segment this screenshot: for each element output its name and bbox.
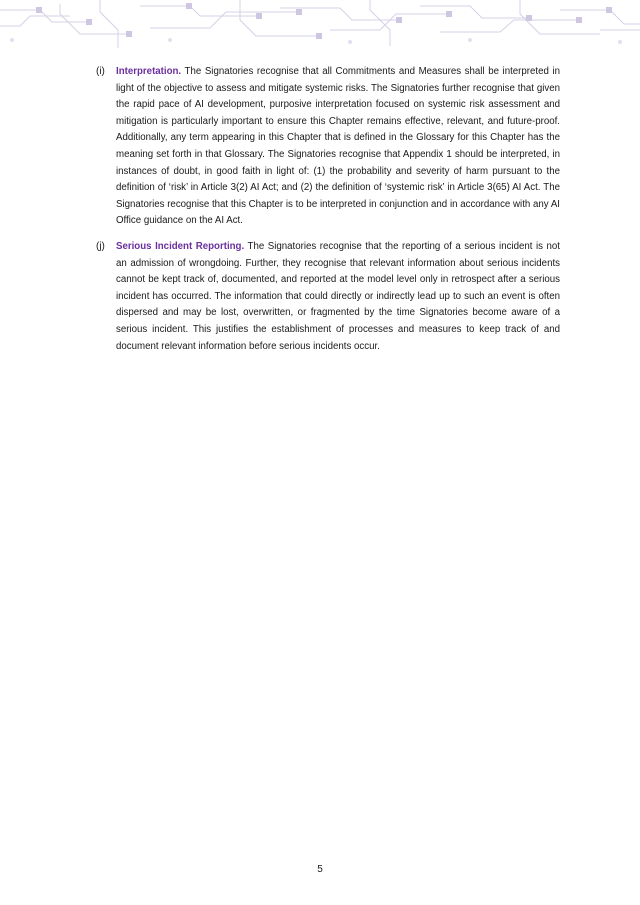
clause-title: Interpretation. bbox=[116, 66, 182, 77]
page-number: 5 bbox=[317, 864, 323, 875]
document-body bbox=[96, 64, 560, 364]
clause-body: The Signatories recognise that all Commitments and Measures shall be interpreted in light of the objective to assess and mitigate systemic risks. The Signatories further recognise that given the rapid pace of AI development, purposive interpretation focused on systemic risk assessment and mitigation is particularly important to ensure this Chapter remains effective, relevant, and future-proof. Additionally, any term appearing in this Chapter that is defined in the Glossary for this Chapter has the meaning set forth in that Glossary. The Signatories recognise that Appendix 1 should be interpreted, in instances of doubt, in good faith in light of: (1) the probability and severity of harm pursuant to the definition of ‘risk’ in Article 3(2) AI Act; and (2) the definition of ‘systemic risk’ in Article 3(65) AI Act. The Signatories recognise that this Chapter is to be interpreted in conjunction and in accordance with any AI Office guidance on the AI Act. bbox=[116, 66, 560, 227]
circuit-pattern-icon bbox=[0, 0, 640, 48]
clause-label: (i) bbox=[96, 66, 105, 77]
header-circuit-decoration bbox=[0, 0, 640, 48]
clause-paragraph bbox=[116, 64, 560, 230]
clause-body: The Signatories recognise that the reporting of a serious incident is not an admission of wrongdoing. Further, they recognise that relevant information about serious incidents cannot be kept track of, documented, and reported at the model level only in retrospect after a serious incident has occurred. The information that could directly or indirectly lead up to such an event is often dispersed and may be lost, overwritten, or fragmented by the time Signatories become aware of a serious incident. This justifies the establishment of processes and measures to keep track of and document relevant information before serious incidents occur. bbox=[116, 240, 560, 352]
clause-label: (j) bbox=[96, 240, 105, 252]
clause-serious-incident-reporting bbox=[96, 239, 560, 355]
clause-interpretation bbox=[96, 64, 560, 230]
clause-paragraph bbox=[116, 239, 560, 355]
clause-title: Serious Incident Reporting. bbox=[116, 240, 245, 252]
